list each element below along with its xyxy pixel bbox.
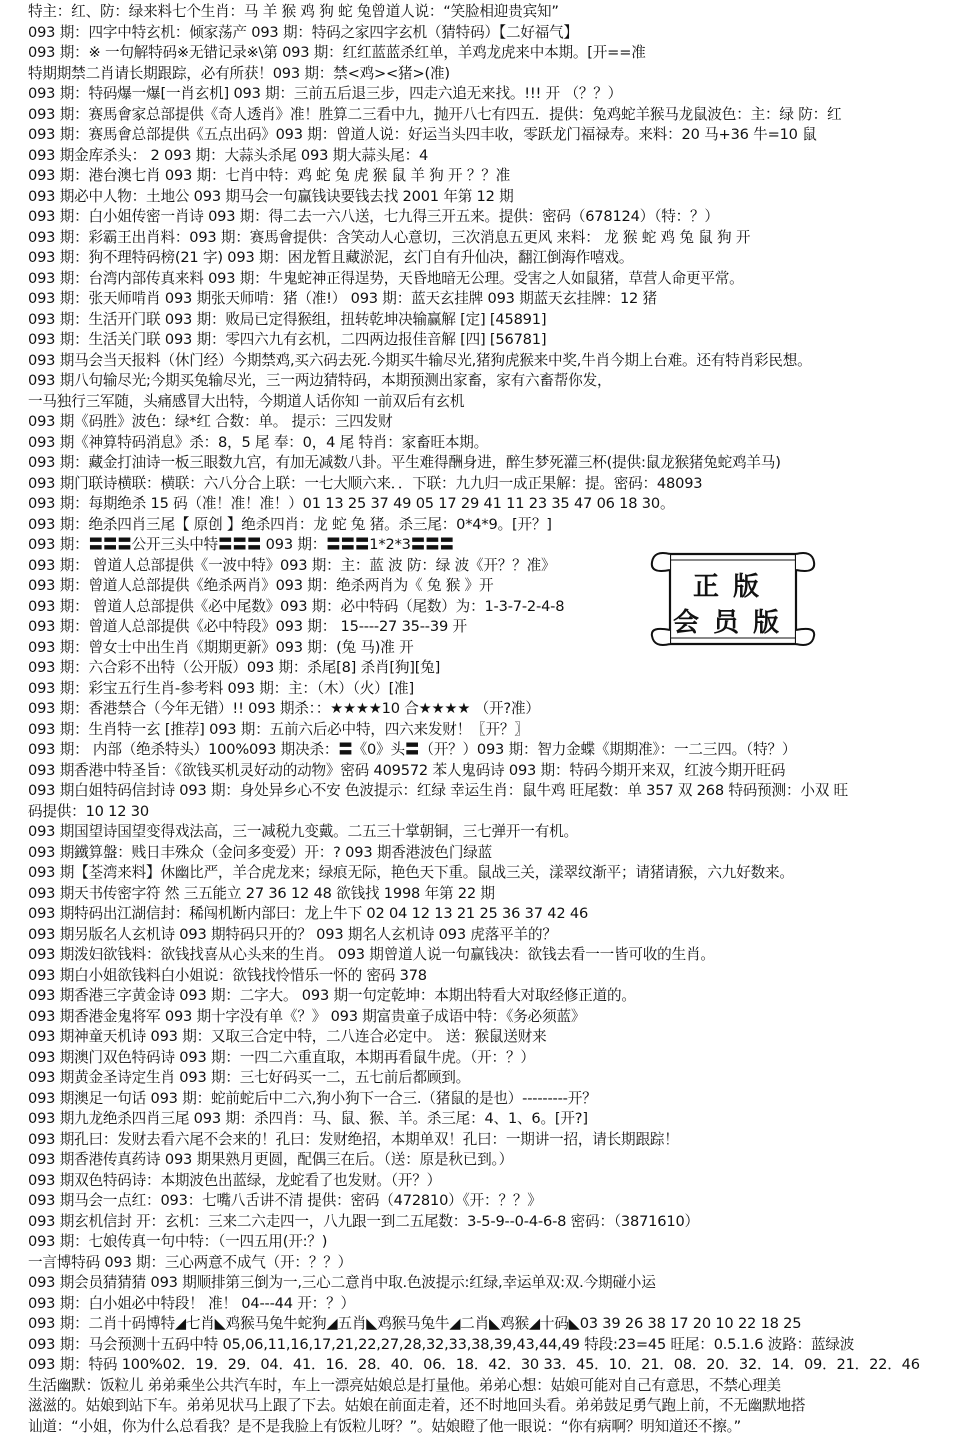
document-text-block — [28, 2, 943, 1437]
text-line: 093 期国望诗国望变得戏法高，三一减税九变戴。二五三十掌朝铜，三七弹开一有机。 — [28, 822, 943, 843]
text-line: 讪道：“小姐，你为什么总看我？是不是我脸上有饭粒儿呀？”。姑娘瞪了他一眼说：“你有病啊？明知道还不擦。” — [28, 1417, 943, 1437]
text-line: 093 期：曾道人总部提供《必中特段》093 期： 15----27 35--39 开 — [28, 617, 943, 638]
text-line: 093 期玄机信封 开：玄机：三来二六走四一，八九跟一到二五尾数：3-5-9--0-4-6-8 密码：（3871610） — [28, 1212, 943, 1233]
text-line: 093 期：七娘传真一句中特：（一四五用(开:？) — [28, 1232, 943, 1253]
text-line: 093 期：狗不理特码榜(21 字) 093 期：困龙暂且藏淤泥，玄门自有升仙决，翻江倒海作嘻戏。 — [28, 248, 943, 269]
text-line: 093 期天书传密字符 然 三五能立 27 36 12 48 欲钱找 1998 年第 22 期 — [28, 884, 943, 905]
text-line: 093 期：绝杀四肖三尾【 原创 】绝杀四肖：龙 蛇 兔 猪。杀三尾：0*4*9。[开？] — [28, 515, 943, 536]
text-line: 093 期必中人物：土地公 093 期马会一句赢钱诀要钱去找 2001 年第 12 期 — [28, 187, 943, 208]
text-line: 093 期：赛馬會家总部提供《奇人透肖》准！胜算二三看中九，抛开八七有四五．提供：兔鸡蛇羊猴马龙鼠波色：主：绿 防：红 — [28, 105, 943, 126]
text-line: 特主：红、防：绿来料七个生肖：马 羊 猴 鸡 狗 蛇 兔曾道人说：“笑脸相迎贵宾知” — [28, 2, 943, 23]
text-line: 093 期白姐特码信封诗 093 期：身处异乡心不安 色波提示：红绿 幸运生肖：鼠牛鸡 旺尾数：单 357 双 268 特码预测：小双 旺 — [28, 781, 943, 802]
text-line: 093 期：特码 100%02．19．29．04．41．16．28．40．06．18．42．30 33．45．10．21．08．20．32．14．09．21．22．46 — [28, 1355, 943, 1376]
text-line: 093 期神童天机诗 093 期：又取三合定中特，二八连合必定中。 送：猴鼠送财来 — [28, 1027, 943, 1048]
text-line: 093 期：二肖十码博特◢七肖◣鸡猴马兔牛蛇狗◢五肖◣鸡猴马兔牛◢二肖◣鸡猴◢十码◣03 39 26 38 17 20 10 22 18 25 — [28, 1314, 943, 1335]
text-line: 093 期：香港禁合（今年无错）!! 093 期杀：：★★★★10 合★★★★ （开?准） — [28, 699, 943, 720]
text-line: 093 期：四字中特玄机：倾家荡产 093 期：特码之家四字玄机（猜特码）【二好福气】 — [28, 23, 943, 44]
text-line: 093 期：〓〓〓公开三头中特〓〓〓 093 期：〓〓〓1*2*3〓〓〓 — [28, 535, 943, 556]
text-line: 093 期孔曰：发财去看六尾不会来的！孔曰：发财绝招，本期单双！孔曰：一期讲一招，请长期跟踪！ — [28, 1130, 943, 1151]
text-line: 093 期澳足一句话 093 期：蛇前蛇后中二六,狗小狗下一合三.（猪鼠的是也）---------开？ — [28, 1089, 943, 1110]
text-line: 093 期： 内部（绝杀特头）100%093 期决杀：〓《0》头〓（开？）093 期：智力金蝶《期期准》：一二三四。（特？） — [28, 740, 943, 761]
text-line: 093 期：藏金打油诗一板三眼数九宫，有加无减数八卦。平生难得酬身进，醉生梦死灌三杯(提供:鼠龙猴猪兔蛇鸡羊马) — [28, 453, 943, 474]
text-line: 093 期：曾道人总部提供《绝杀两肖》093 期：绝杀两肖为《 兔 猴 》开 — [28, 576, 943, 597]
text-line: 093 期：每期绝杀 15 码（准！准！准！）01 13 25 37 49 05 17 29 41 11 23 35 47 06 18 30。 — [28, 494, 943, 515]
text-line: 093 期八句输尽光;今期买兔输尽光，三一两边猜特码，本期预测出家畜，家有六畜帮你发， — [28, 371, 943, 392]
text-line: 093 期：台湾内部传真来料 093 期：牛鬼蛇神正得逞势，天昏地暗无公理。受害之人如鼠猪，草营人命更平常。 — [28, 269, 943, 290]
text-line: 093 期：六合彩不出特（公开版）093 期：杀尾[8] 杀肖[狗][兔] — [28, 658, 943, 679]
text-line: 093 期门联诗横联：横联：六八分合上联：一七大顺六来．．下联：九九归一成正果解：提。密码：48093 — [28, 474, 943, 495]
text-line: 093 期泼妇欲钱料：欲钱找喜从心头来的生肖。 093 期曾道人说一句赢钱决：欲钱去看一一皆可收的生肖。 — [28, 945, 943, 966]
edition-stamp — [648, 540, 818, 658]
text-line: 093 期：生活开门联 093 期：败局已定得猴组，扭转乾坤决输赢解 [定] [45891] — [28, 310, 943, 331]
text-line: 093 期：曾女士中出生肖《期期更新》093 期：(兔 马)准 开 — [28, 638, 943, 659]
text-line: 093 期白小姐欲钱料白小姐说：欲钱找怜惜乐一怀的 密码 378 — [28, 966, 943, 987]
text-line: 093 期《神算特码消息》杀：8，5 尾 奉：0，4 尾 特肖：家畜旺本期。 — [28, 433, 943, 454]
text-line: 093 期：彩宝五行生肖-参考料 093 期：主：（木）（火）[准] — [28, 679, 943, 700]
text-line: 093 期香港传真药诗 093 期果熟月更圆，配偶三在后。（送：原是秋已到。） — [28, 1150, 943, 1171]
text-line: 生活幽默：饭粒儿 弟弟乘坐公共汽车时，车上一漂亮姑娘总是打量他。弟弟心想：姑娘可能对自己有意思，不禁心理美 — [28, 1376, 943, 1397]
text-line: 093 期黄金圣诗定生肖 093 期：三七好码买一二，五七前后都顾到。 — [28, 1068, 943, 1089]
text-line: 滋滋的。姑娘到站下车。弟弟见状马上跟了下去。姑娘在前面走着，还不时地回头看。弟弟鼓足勇气跑上前，不无幽默地搭 — [28, 1396, 943, 1417]
text-line: 093 期鐵算盤：贱日丰殊众（金问多变爱）开：? 093 期香港波色门绿蓝 — [28, 843, 943, 864]
text-line: 093 期：白小姐传密一肖诗 093 期：得二去一六八送，七九得三开五来。提供：密码（678124）（特：？） — [28, 207, 943, 228]
text-line: 093 期：特码爆一爆[一肖玄机] 093 期：三前五后退三步，四走六追无来找。!!! 开 （？？） — [28, 84, 943, 105]
text-line: 093 期马会一点红：093：七嘴八舌讲不清 提供：密码（472810）《开：？？》 — [28, 1191, 943, 1212]
text-line: 093 期特码出江湖信封：稀闯机断内部曰：龙上牛下 02 04 12 13 21 25 36 37 42 46 — [28, 904, 943, 925]
text-line: 一马独行三军随，头痛感冒大出特，今期道人话你知 一前双后有玄机 — [28, 392, 943, 413]
text-line: 一言博特码 093 期：三心两意不成气（开：？？） — [28, 1253, 943, 1274]
text-line: 093 期马会当天报料（休门经）今期禁鸡,买六码去死.今期买牛输尽光,猪狗虎猴来中奖,牛肖今期上台难。还有特肖彩民想。 — [28, 351, 943, 372]
text-line: 093 期澳门双色特码诗 093 期：一四二六重直取，本期再看鼠牛虎。（开：？） — [28, 1048, 943, 1069]
text-line: 093 期会员猜猜猜 093 期顺排第三倒为一,三心二意肖中取.色波提示:红绿,幸运单双:双.今期碰小运 — [28, 1273, 943, 1294]
text-line: 093 期香港中特圣旨：《欲钱买机灵好动的动物》密码 409572 苯人鬼码诗 093 期：特码今期开来双，红波今期开旺码 — [28, 761, 943, 782]
text-line: 093 期：白小姐必中特段！ 准！ 04---44 开：？） — [28, 1294, 943, 1315]
stamp-line-1: 正版 — [648, 566, 818, 603]
text-line: 093 期《码胜》波色：绿*红 合数：单。 提示：三四发财 — [28, 412, 943, 433]
text-line: 093 期香港金鬼将军 093 期十字没有单《？》 093 期富贵童子成语中特：《务必须蓝》 — [28, 1007, 943, 1028]
text-line: 093 期：彩霸王出肖料：093 期：赛馬會提供：含笑动人心意切，三次消息五更风 来料： 龙 猴 蛇 鸡 兔 鼠 狗 开 — [28, 228, 943, 249]
stamp-line-2: 会员版 — [648, 602, 818, 639]
text-line: 093 期：生活关门联 093 期：零四六九有玄机，二四两边报佳音解 [四] [56781] — [28, 330, 943, 351]
text-line: 093 期：港台澳七肖 093 期：七肖中特：鸡 蛇 兔 虎 猴 鼠 羊 狗 开 ？？准 — [28, 166, 943, 187]
text-line: 093 期：赛馬會总部提供《五点出码》093 期：曾道人说：好运当头四丰收，零跃龙门福禄寿。来料：20 马+36 牛=10 鼠 — [28, 125, 943, 146]
text-line: 093 期： 曾道人总部提供《必中尾数》093 期：必中特码（尾数）为：1-3-7-2-4-8 — [28, 597, 943, 618]
text-line: 码提供：10 12 30 — [28, 802, 943, 823]
text-line: 093 期：※ 一句解特码※无错记录※\第 093 期：红红蓝蓝杀红单，羊鸡龙虎来中本期。[开==准 — [28, 43, 943, 64]
text-line: 093 期双色特码诗：本期波色出蓝绿，龙蛇看了也发财。（开？） — [28, 1171, 943, 1192]
text-line: 093 期另版名人玄机诗 093 期特码只开的？ 093 期名人玄机诗 093 虎落平羊的？ — [28, 925, 943, 946]
text-line: 093 期：生肖特一玄 [推荐] 093 期：五前六后必中特，四六来发财！〖开？〗 — [28, 720, 943, 741]
text-line: 093 期：张天师啃肖 093 期张天师啃：猪（准!） 093 期：蓝天玄挂牌 093 期蓝天玄挂牌：12 猪 — [28, 289, 943, 310]
text-line: 093 期【荃湾来料】休幽比严，羊合虎龙来；绿痕无际，艳色天下重。鼠战三关，漾翠纹渐平；请猪请猴，六九好数来。 — [28, 863, 943, 884]
text-line: 093 期：马会预测十五码中特 05,06,11,16,17,21,22,27,28,32,33,38,39,43,44,49 特段:23=45 旺尾：0.5.1.6 波路：蓝绿波 — [28, 1335, 943, 1356]
text-line: 特期期禁二肖请长期跟踪，必有所获！093 期：禁<鸡><猪>(准) — [28, 64, 943, 85]
text-line: 093 期金库杀头： 2 093 期：大蒜头杀尾 093 期大蒜头尾：4 — [28, 146, 943, 167]
text-line: 093 期： 曾道人总部提供《一波中特》093 期：主：蓝 波 防：绿 波《开？？准》 — [28, 556, 943, 577]
text-line: 093 期香港三字黄金诗 093 期：二字大。 093 期一句定乾坤：本期出特看大对取经修正道的。 — [28, 986, 943, 1007]
text-line: 093 期九龙绝杀四肖三尾 093 期：杀四肖：马、鼠、猴、羊。杀三尾：4、1、6。[开?] — [28, 1109, 943, 1130]
